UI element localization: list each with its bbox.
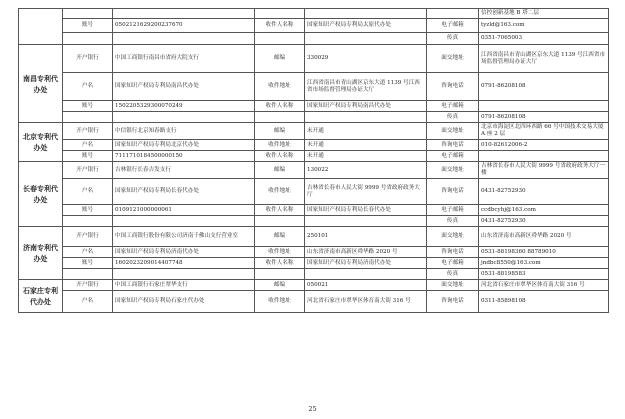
office-name-cell (19, 9, 63, 45)
field-value-cell: 国家知识产权局专利局石家庄代办处 (113, 291, 255, 313)
table-row (19, 73, 609, 101)
field-value-cell: 吉林银行长春吉发支行 (113, 162, 255, 179)
contact-label-cell: 咨询电话 (427, 179, 479, 205)
contact-value-cell: ccdbcyhj@163.com (479, 205, 609, 216)
field-value-cell: 吉林省长春市人民大街 9999 号省政府政务大厅 (305, 179, 427, 205)
field-label-cell: 收件地址 (255, 73, 305, 101)
contact-label-cell: 电子邮箱 (427, 101, 479, 112)
field-value-cell: 中信银行北京知春路支行 (113, 123, 255, 140)
field-label-cell: 开户银行 (63, 123, 113, 140)
contact-value-cell (479, 151, 609, 162)
field-label-cell: 开户银行 (63, 45, 113, 73)
table-row (19, 45, 609, 73)
field-value-cell: 未开通 (305, 151, 427, 162)
field-value-cell: 国家知识产权局专利局南昌代办处 (305, 101, 427, 112)
field-value-cell (305, 269, 427, 280)
contact-value-cell: tyzld@163.com (479, 19, 609, 33)
field-label-cell: 收件地址 (255, 291, 305, 313)
field-value-cell: 国家知识产权局专利局济南代办处 (113, 247, 255, 258)
office-name-cell: 石家庄专利代办处 (19, 280, 63, 313)
contact-value-cell: jndbc8550@163.com (479, 258, 609, 269)
field-label-cell: 收件人名称 (255, 151, 305, 162)
contact-label-cell: 咨询电话 (427, 291, 479, 313)
office-name-cell: 长春专利代办处 (19, 162, 63, 227)
field-value-cell (305, 33, 427, 45)
field-label-cell: 账号 (63, 151, 113, 162)
contact-label-cell: 传真 (427, 112, 479, 123)
table-row (19, 101, 609, 112)
contact-label-cell: 面交地址 (427, 227, 479, 247)
contact-value-cell: 河北省石家庄市翠华区体育南大街 316 号 (479, 280, 609, 291)
field-label-cell: 户名 (63, 291, 113, 313)
field-value-cell: 7111710184500000150 (113, 151, 255, 162)
field-label-cell: 户名 (63, 179, 113, 205)
contact-value-cell: 0311-85898108 (479, 291, 609, 313)
contact-label-cell: 咨询电话 (427, 73, 479, 101)
contact-value-cell: 0431-82752930 (479, 179, 609, 205)
field-label-cell: 收件人名称 (255, 101, 305, 112)
field-label-cell (63, 33, 113, 45)
office-name-cell: 北京专利代办处 (19, 123, 63, 162)
field-value-cell: 中国工商银行股份有限公司济南千佛山支行营业室 (113, 227, 255, 247)
table-row (19, 258, 609, 269)
field-label-cell: 收件人名称 (255, 205, 305, 216)
field-label-cell: 邮编 (255, 45, 305, 73)
contact-value-cell: 江西省南昌市青山湖区京东大道 1139 号江西省市场监督管理局办证大厅 (479, 45, 609, 73)
field-label-cell (255, 216, 305, 227)
contact-label-cell: 传真 (427, 216, 479, 227)
table-row (19, 162, 609, 179)
field-value-cell (113, 9, 255, 19)
field-label-cell (255, 33, 305, 45)
field-label-cell: 邮编 (255, 123, 305, 140)
table-row (19, 140, 609, 151)
field-label-cell (63, 269, 113, 280)
field-value-cell (113, 112, 255, 123)
field-value-cell: 江西省南昌市青山湖区京东大道 1139 号江西省市场监督管理局办证大厅 (305, 73, 427, 101)
contact-value-cell: 吉林省长春市人民大街 9999 号省政府政务大厅一楼 (479, 162, 609, 179)
contact-value-cell: 0351-7065003 (479, 33, 609, 45)
contact-label-cell: 面交地址 (427, 280, 479, 291)
field-label-cell: 开户银行 (63, 162, 113, 179)
field-value-cell: 中国工商银行石家庄翠华支行 (113, 280, 255, 291)
contact-value-cell: 0431-82752930 (479, 216, 609, 227)
contact-label-cell: 面交地址 (427, 45, 479, 73)
field-label-cell: 收件人名称 (255, 258, 305, 269)
table-row (19, 9, 609, 19)
table-row (19, 151, 609, 162)
field-value-cell: 国家知识产权局专利局太原代办处 (305, 19, 427, 33)
field-label-cell: 账号 (63, 101, 113, 112)
table-row (19, 216, 609, 227)
contact-label-cell: 电子邮箱 (427, 19, 479, 33)
contact-value-cell: 信控创新基地 B 塔二层 (479, 9, 609, 19)
contact-value-cell: 0531-88198583 (479, 269, 609, 280)
field-value-cell (113, 33, 255, 45)
table-row (19, 227, 609, 247)
field-label-cell: 收件地址 (255, 140, 305, 151)
field-value-cell: 未开通 (305, 123, 427, 140)
field-label-cell: 户名 (63, 247, 113, 258)
contact-label-cell: 传真 (427, 33, 479, 45)
office-name-cell: 南昌专利代办处 (19, 45, 63, 123)
contact-label-cell: 传真 (427, 269, 479, 280)
field-label-cell (255, 9, 305, 19)
field-label-cell (255, 112, 305, 123)
field-value-cell (305, 112, 427, 123)
field-label-cell: 账号 (63, 258, 113, 269)
field-label-cell: 邮编 (255, 162, 305, 179)
contact-value-cell: 0791-86208108 (479, 73, 609, 101)
field-label-cell (63, 112, 113, 123)
contact-label-cell: 电子邮箱 (427, 151, 479, 162)
field-value-cell: 050021 (305, 280, 427, 291)
field-value-cell: 国家知识产权局专利局长春代办处 (305, 205, 427, 216)
field-value-cell: 国家知识产权局专利局北京代办处 (113, 140, 255, 151)
field-label-cell: 开户银行 (63, 280, 113, 291)
field-value-cell: 中国工商银行南昌市省府大院支行 (113, 45, 255, 73)
field-value-cell: 国家知识产权局专利局济南代办处 (305, 258, 427, 269)
contact-label-cell: 咨询电话 (427, 247, 479, 258)
table-row (19, 179, 609, 205)
office-name-cell: 济南专利代办处 (19, 227, 63, 280)
field-label-cell: 收件地址 (255, 179, 305, 205)
table-row (19, 205, 609, 216)
field-value-cell: 330029 (305, 45, 427, 73)
field-label-cell: 账号 (63, 19, 113, 33)
field-value-cell: 国家知识产权局专利局长春代办处 (113, 179, 255, 205)
contact-value-cell: 北京市海淀区北四环西路 66 号中国技术交易大厦 A 座 2 层 (479, 123, 609, 140)
contact-value-cell: 010-82612006-2 (479, 140, 609, 151)
contact-value-cell (479, 101, 609, 112)
field-value-cell (305, 216, 427, 227)
field-value-cell (113, 216, 255, 227)
field-value-cell: 0109121000000061 (113, 205, 255, 216)
table-row (19, 123, 609, 140)
field-label-cell: 开户银行 (63, 227, 113, 247)
table-row (19, 269, 609, 280)
page-number: 25 (308, 405, 317, 413)
field-label-cell: 邮编 (255, 280, 305, 291)
field-label-cell (63, 216, 113, 227)
field-label-cell (63, 9, 113, 19)
field-label-cell: 收件地址 (255, 247, 305, 258)
fee-payment-table-sheet (18, 8, 608, 313)
contact-label-cell: 面交地址 (427, 162, 479, 179)
field-label-cell: 收件人名称 (255, 19, 305, 33)
field-value-cell: 0502121629200237670 (113, 19, 255, 33)
table-row (19, 33, 609, 45)
contact-label-cell: 面交地址 (427, 123, 479, 140)
contact-value-cell: 0531-88198360 88789010 (479, 247, 609, 258)
field-value-cell (305, 9, 427, 19)
table-row (19, 280, 609, 291)
table-row (19, 19, 609, 33)
field-label-cell: 邮编 (255, 227, 305, 247)
field-label-cell (255, 269, 305, 280)
field-value-cell: 山东省济南市高新区舜华路 2020 号 (305, 247, 427, 258)
field-label-cell: 户名 (63, 73, 113, 101)
agency-table (18, 8, 609, 313)
table-row (19, 112, 609, 123)
contact-label-cell: 电子邮箱 (427, 258, 479, 269)
field-value-cell: 250101 (305, 227, 427, 247)
table-row (19, 247, 609, 258)
field-value-cell: 河北省石家庄市翠华区体育南大街 316 号 (305, 291, 427, 313)
field-value-cell: 未开通 (305, 140, 427, 151)
field-value-cell: 1502205329300070249 (113, 101, 255, 112)
contact-label-cell: 电子邮箱 (427, 205, 479, 216)
contact-label-cell (427, 9, 479, 19)
field-label-cell: 户名 (63, 140, 113, 151)
contact-value-cell: 0791-86208108 (479, 112, 609, 123)
table-row (19, 291, 609, 313)
field-value-cell: 1602023209014407748 (113, 258, 255, 269)
contact-label-cell: 咨询电话 (427, 140, 479, 151)
contact-value-cell: 山东省济南市高新区舜华路 2020 号 (479, 227, 609, 247)
field-value-cell (113, 269, 255, 280)
field-value-cell: 国家知识产权局专利局南昌代办处 (113, 73, 255, 101)
field-label-cell: 账号 (63, 205, 113, 216)
field-value-cell: 130022 (305, 162, 427, 179)
